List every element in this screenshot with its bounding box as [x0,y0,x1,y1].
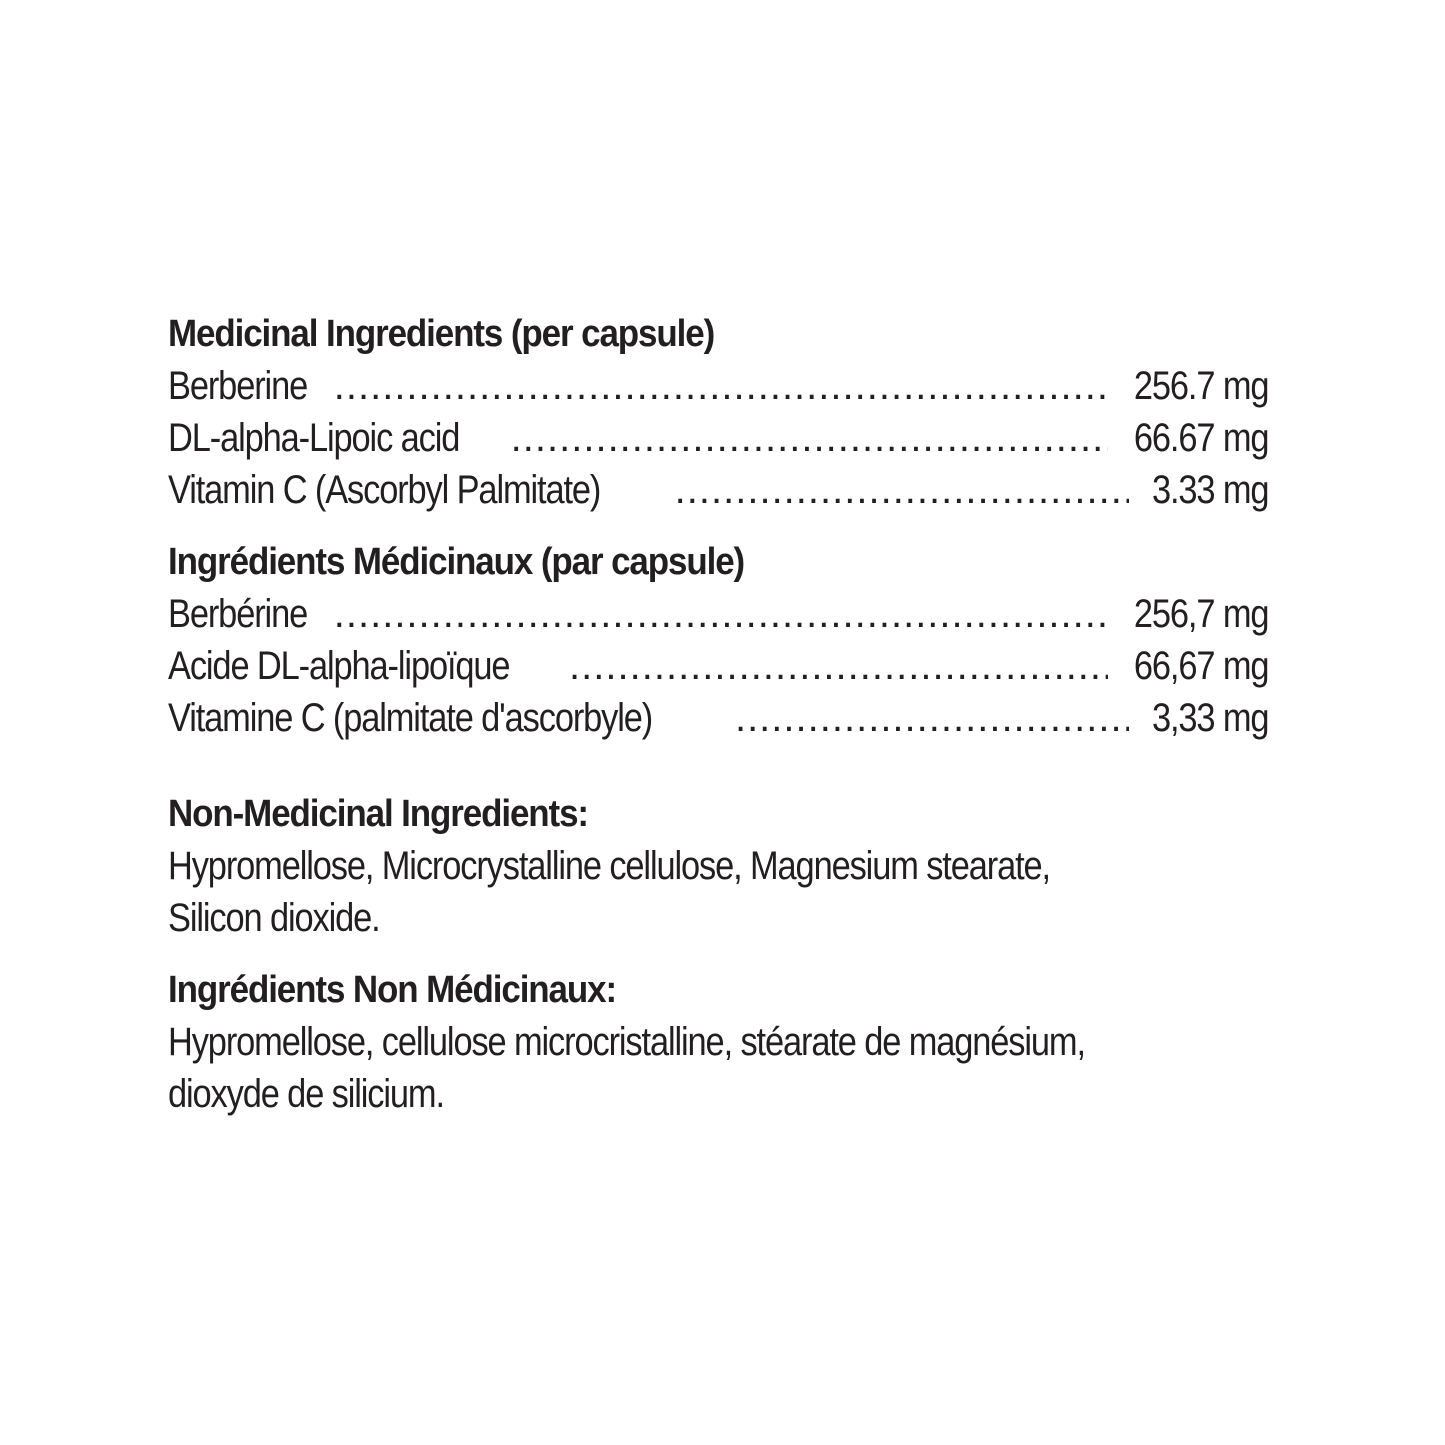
dot-leader [735,692,1129,744]
ingredient-name: Acide DL-alpha-lipoïque [168,644,510,688]
ingredient-amount: 66,67 mg [1133,644,1268,688]
ingredient-list-line: Hypromellose, cellulose microcristalline, stéarate de magnésium, [168,1020,1085,1064]
ingredient-list [168,840,1269,944]
dot-leader [334,360,1108,412]
ingredients-panel [168,308,1268,1140]
ingredient-row [168,588,1268,640]
ingredient-row [168,640,1268,692]
dot-leader [675,464,1129,516]
section-heading: Medicinal Ingredients (per capsule) [168,313,715,355]
ingredient-list-line: dioxyde de silicium. [168,1072,444,1116]
dot-leader [334,588,1108,640]
ingredient-name: Berbérine [168,592,308,636]
ingredient-row [168,412,1268,464]
ingredient-row [168,464,1268,516]
ingredient-row [168,692,1268,744]
non-medicinal-ingredients-en [168,788,1268,944]
ingredient-name: Vitamin C (Ascorbyl Palmitate) [168,468,601,512]
ingredient-amount: 3.33 mg [1151,468,1268,512]
ingredient-name: Vitamine C (palmitate d'ascorbyle) [168,696,653,740]
non-medicinal-ingredients-fr [168,964,1268,1120]
section-heading: Ingrédients Médicinaux (par capsule) [168,541,745,583]
ingredient-name: Berberine [168,364,308,408]
ingredient-list-line: Hypromellose, Microcrystalline cellulose, Magnesium stearate, [168,844,1050,888]
ingredient-amount: 256,7 mg [1133,592,1268,636]
dot-leader [569,640,1108,692]
medicinal-ingredients-fr [168,536,1268,744]
medicinal-ingredients-en [168,308,1268,516]
ingredient-list-line: Silicon dioxide. [168,896,380,940]
ingredient-amount: 3,33 mg [1151,696,1268,740]
ingredient-amount: 66.67 mg [1133,416,1268,460]
ingredient-name: DL-alpha-Lipoic acid [168,416,460,460]
section-heading: Non-Medicinal Ingredients: [168,793,588,835]
ingredient-row [168,360,1268,412]
ingredient-amount: 256.7 mg [1133,364,1268,408]
dot-leader [511,412,1108,464]
section-heading: Ingrédients Non Médicinaux: [168,969,617,1011]
ingredient-list [168,1016,1269,1120]
